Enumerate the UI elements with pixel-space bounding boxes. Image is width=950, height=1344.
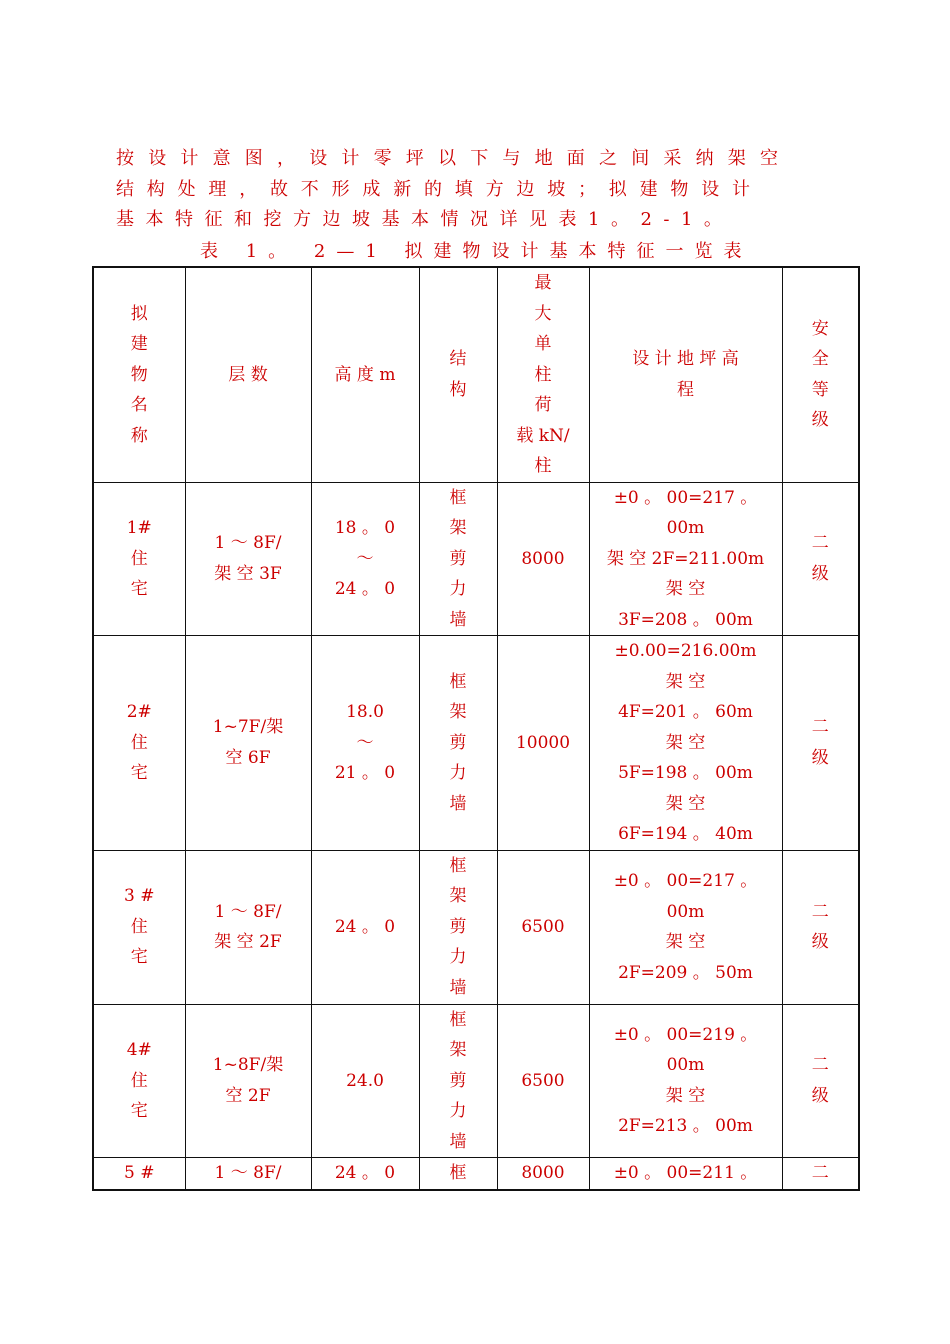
cell-floors: 1 ～ 8F/ 架 空 2F <box>185 850 311 1004</box>
cell-structure: 框 架 剪 力 墙 <box>419 636 497 851</box>
intro-paragraph <box>116 144 828 236</box>
paragraph-line-2: 结构处理，故不形成新的填方边坡；拟建物设计 <box>116 178 763 200</box>
header-elevation: 设 计 地 坪 高 程 <box>589 267 782 482</box>
paragraph-line-3: 基本特征和挖方边坡基本情况详见表1。2-1。 <box>116 209 734 230</box>
cell-building-name: 3 # 住 宅 <box>93 850 185 1004</box>
table-row <box>93 1004 859 1158</box>
cell-height: 24 。 0 <box>311 850 419 1004</box>
cell-load: 10000 <box>497 636 589 851</box>
cell-height: 24 。 0 <box>311 1158 419 1190</box>
cell-building-name: 1# 住 宅 <box>93 482 185 636</box>
cell-floors: 1~7F/架 空 6F <box>185 636 311 851</box>
cell-height: 18.0 ～ 21 。 0 <box>311 636 419 851</box>
cell-safety: 二 级 <box>782 850 859 1004</box>
cell-safety: 二 级 <box>782 1004 859 1158</box>
cell-building-name: 5 # <box>93 1158 185 1190</box>
cell-structure: 框 <box>419 1158 497 1190</box>
building-spec-table <box>92 266 860 1191</box>
cell-floors: 1~8F/架 空 2F <box>185 1004 311 1158</box>
cell-load: 6500 <box>497 1004 589 1158</box>
cell-floors: 1 ～ 8F/ 架 空 3F <box>185 482 311 636</box>
cell-elevation: ±0 。 00=217 。 00m 架 空 2F=211.00m 架 空 3F=208 。 00m <box>589 482 782 636</box>
cell-safety: 二 <box>782 1158 859 1190</box>
cell-safety: 二 级 <box>782 636 859 851</box>
header-structure: 结 构 <box>419 267 497 482</box>
cell-building-name: 4# 住 宅 <box>93 1004 185 1158</box>
header-max-load: 最 大 单 柱 荷 载 kN/ 柱 <box>497 267 589 482</box>
table-row <box>93 482 859 636</box>
cell-structure: 框 架 剪 力 墙 <box>419 482 497 636</box>
header-building-name: 拟 建 物 名 称 <box>93 267 185 482</box>
cell-structure: 框 架 剪 力 墙 <box>419 1004 497 1158</box>
cell-elevation: ±0 。 00=219 。 00m 架 空 2F=213 。 00m <box>589 1004 782 1158</box>
header-floors: 层 数 <box>185 267 311 482</box>
cell-load: 8000 <box>497 1158 589 1190</box>
cell-elevation: ±0.00=216.00m 架 空 4F=201 。 60m 架 空 5F=198 。 00m 架 空 6F=194 。 40m <box>589 636 782 851</box>
header-safety-level: 安 全 等 级 <box>782 267 859 482</box>
table-row <box>93 636 859 851</box>
cell-load: 8000 <box>497 482 589 636</box>
cell-structure: 框 架 剪 力 墙 <box>419 850 497 1004</box>
table-caption: 表 1。 2—1 拟建物设计基本特征一览表 <box>200 241 753 262</box>
cell-height: 24.0 <box>311 1004 419 1158</box>
cell-building-name: 2# 住 宅 <box>93 636 185 851</box>
paragraph-line-1: 按设计意图，设计零坪以下与地面之间采纳架空 <box>116 148 793 169</box>
cell-floors: 1 ～ 8F/ <box>185 1158 311 1190</box>
table-row <box>93 1158 859 1190</box>
cell-load: 6500 <box>497 850 589 1004</box>
cell-height: 18 。 0 ～ 24 。 0 <box>311 482 419 636</box>
table-header-row <box>93 267 859 482</box>
cell-elevation: ±0 。 00=211 。 <box>589 1158 782 1190</box>
header-height: 高 度 m <box>311 267 419 482</box>
table-row <box>93 850 859 1004</box>
cell-safety: 二 级 <box>782 482 859 636</box>
cell-elevation: ±0 。 00=217 。 00m 架 空 2F=209 。 50m <box>589 850 782 1004</box>
